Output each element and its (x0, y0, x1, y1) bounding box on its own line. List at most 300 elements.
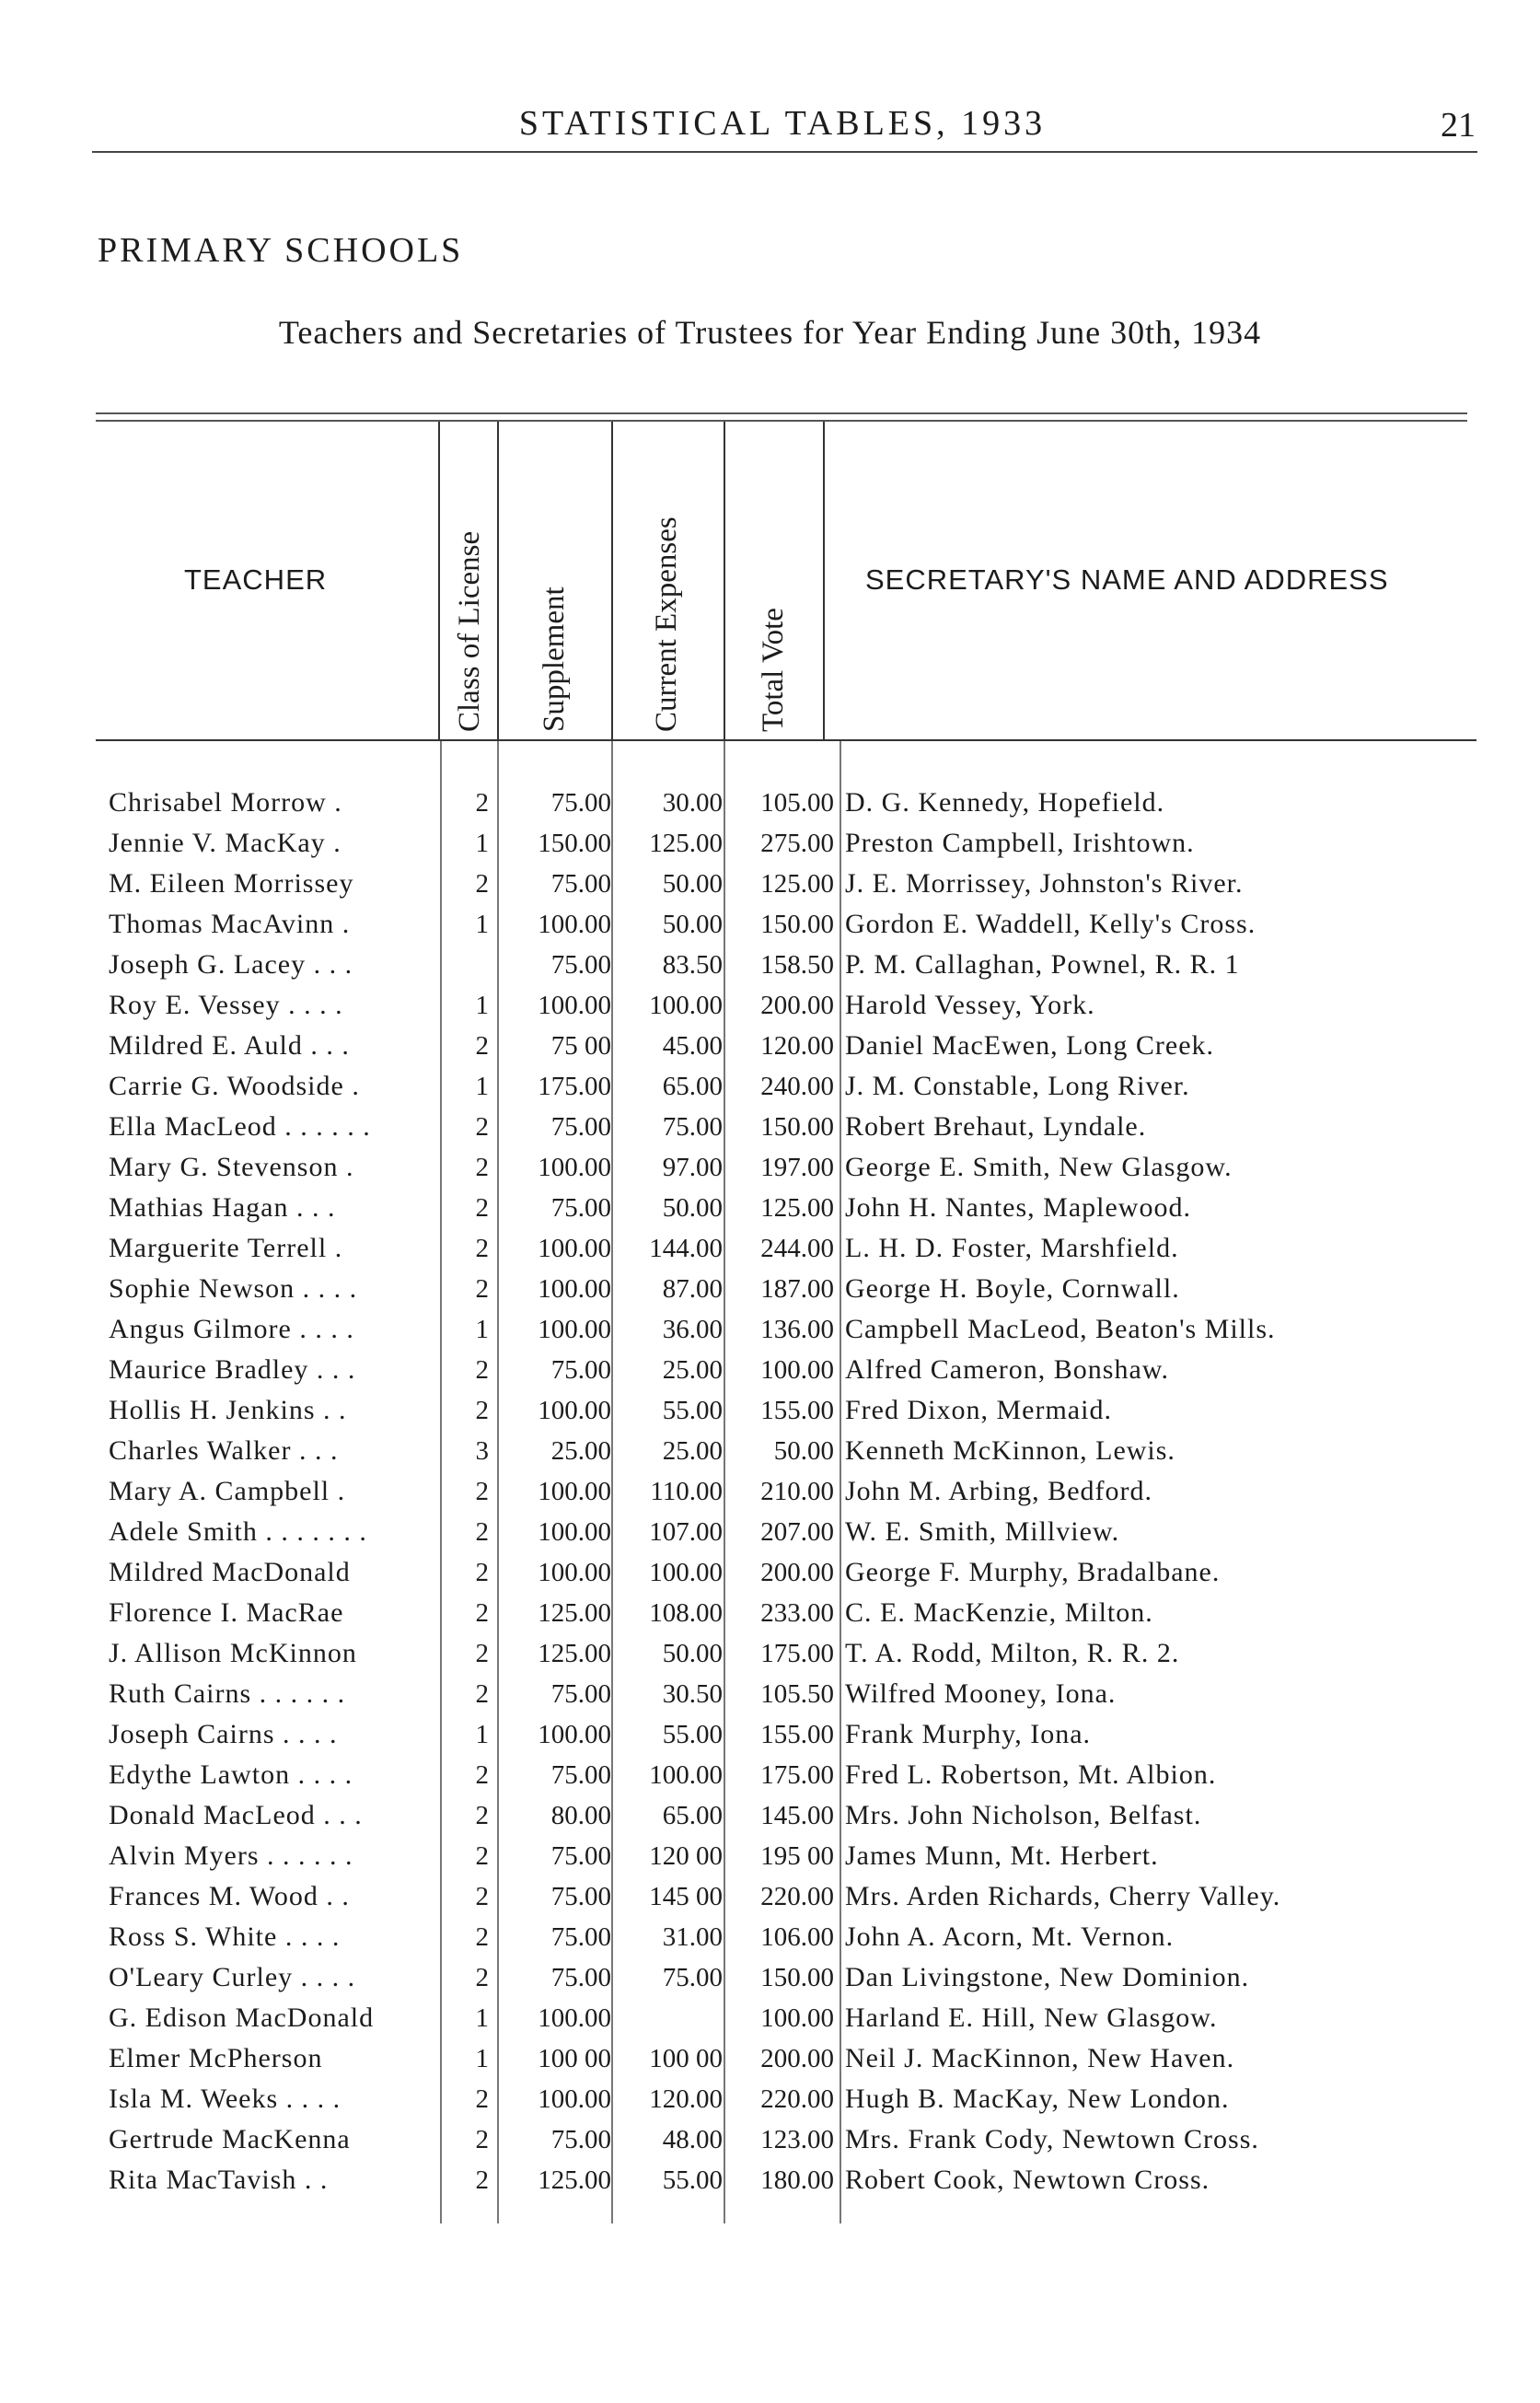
total-vote-amount: 175.00 (760, 1639, 834, 1668)
teacher-name-text: Sophie Newson (109, 1273, 295, 1304)
secretary-name-address: Hugh B. MacKay, New London. (845, 2084, 1230, 2114)
license-class: 2 (475, 1234, 489, 1263)
secretary-name-address: Fred Dixon, Mermaid. (845, 1395, 1112, 1425)
teacher-name-text: Elmer McPherson (109, 2043, 323, 2073)
secretary-name-address: Mrs. Frank Cody, Newtown Cross. (845, 2124, 1259, 2154)
current-expenses-amount: 55.00 (662, 1396, 723, 1425)
teacher-name (109, 1876, 435, 1917)
teacher-name-text: Thomas MacAvinn (109, 909, 335, 939)
total-vote-amount: 200.00 (760, 991, 834, 1020)
secretary-name-address: J. M. Constable, Long River. (845, 1071, 1190, 1101)
supplement-amount: 75.00 (550, 869, 611, 899)
license-class: 2 (475, 1355, 489, 1385)
table-row (0, 1026, 1540, 1066)
teacher-name (109, 1512, 435, 1552)
teacher-name (109, 783, 435, 823)
table-row (0, 1714, 1540, 1755)
total-vote-amount: 125.00 (760, 1193, 834, 1223)
table-row (0, 1309, 1540, 1350)
teacher-name-text: Ross S. White (109, 1921, 278, 1952)
section-title: PRIMARY SCHOOLS (98, 231, 464, 270)
license-class: 2 (475, 1882, 489, 1911)
dot-leader: . . . . . . . (257, 1516, 367, 1547)
table-row (0, 1512, 1540, 1552)
supplement-amount: 75.00 (550, 1112, 611, 1142)
table-row (0, 1107, 1540, 1147)
teacher-name-text: Jennie V. MacKay (109, 828, 326, 858)
teacher-name (109, 1147, 435, 1188)
license-class: 2 (475, 1274, 489, 1304)
dot-leader: . . . (308, 1354, 356, 1385)
secretary-name-address: Harold Vessey, York. (845, 990, 1095, 1020)
total-vote-amount: 207.00 (760, 1517, 834, 1547)
teacher-name (109, 1957, 435, 1998)
current-expenses-amount: 97.00 (662, 1153, 723, 1182)
table-row (0, 2160, 1540, 2200)
column-header-secretary: SECRETARY'S NAME AND ADDRESS (865, 563, 1389, 596)
teacher-name-text: G. Edison MacDonald (109, 2002, 375, 2033)
table-row (0, 783, 1540, 823)
dot-leader: . . . . (295, 1273, 358, 1304)
supplement-amount: 75.00 (550, 1760, 611, 1790)
supplement-amount: 75.00 (550, 1355, 611, 1385)
page-number: 21 (1441, 106, 1476, 145)
current-expenses-amount: 107.00 (649, 1517, 723, 1547)
table-top-rule (96, 420, 1467, 422)
secretary-name-address: D. G. Kennedy, Hopefield. (845, 787, 1165, 818)
secretary-name-address: P. M. Callaghan, Pownel, R. R. 1 (845, 949, 1240, 980)
license-class: 1 (475, 2044, 489, 2073)
table-row (0, 1957, 1540, 1998)
teacher-name-text: Chrisabel Morrow (109, 787, 327, 818)
supplement-amount: 25.00 (550, 1436, 611, 1466)
license-class: 1 (475, 2003, 489, 2033)
table-row (0, 1228, 1540, 1269)
license-class: 2 (475, 2165, 489, 2195)
secretary-name-address: John H. Nantes, Maplewood. (845, 1192, 1191, 1223)
teacher-name (109, 985, 435, 1026)
secretary-name-address: Fred L. Robertson, Mt. Albion. (845, 1759, 1217, 1790)
secretary-name-address: Mrs. John Nicholson, Belfast. (845, 1800, 1202, 1830)
license-class: 2 (475, 1112, 489, 1142)
secretary-name-address: L. H. D. Foster, Marshfield. (845, 1233, 1179, 1263)
total-vote-amount: 158.50 (760, 950, 834, 980)
current-expenses-amount: 110.00 (650, 1477, 723, 1506)
dot-leader: . . . (288, 1192, 336, 1223)
current-expenses-amount: 100.00 (649, 1558, 723, 1587)
current-expenses-amount: 100.00 (649, 991, 723, 1020)
table-row (0, 823, 1540, 864)
column-divider (497, 422, 499, 739)
supplement-amount: 75.00 (550, 1841, 611, 1871)
dot-leader: . (325, 828, 342, 858)
license-class: 1 (475, 1720, 489, 1749)
teacher-name (109, 1350, 435, 1390)
secretary-name-address: George E. Smith, New Glasgow. (845, 1152, 1233, 1182)
table-row (0, 1917, 1540, 1957)
total-vote-amount: 220.00 (760, 2084, 834, 2114)
supplement-amount: 75.00 (550, 950, 611, 980)
total-vote-amount: 123.00 (760, 2125, 834, 2154)
secretary-name-address: George F. Murphy, Bradalbane. (845, 1557, 1221, 1587)
current-expenses-amount: 55.00 (662, 2165, 723, 2195)
dot-leader: . . . . (274, 1719, 338, 1749)
table-row (0, 1431, 1540, 1471)
supplement-amount: 75.00 (550, 1193, 611, 1223)
secretary-name-address: John A. Acorn, Mt. Vernon. (845, 1921, 1175, 1952)
table-row (0, 1593, 1540, 1633)
column-header-class-of-license: Class of License (453, 530, 486, 732)
license-class: 2 (475, 1801, 489, 1830)
teacher-name (109, 1228, 435, 1269)
current-expenses-amount: 65.00 (662, 1801, 723, 1830)
total-vote-amount: 200.00 (760, 1558, 834, 1587)
table-row (0, 1552, 1540, 1593)
total-vote-amount: 125.00 (760, 869, 834, 899)
secretary-name-address: Harland E. Hill, New Glasgow. (845, 2002, 1218, 2033)
license-class: 1 (475, 910, 489, 939)
teacher-name (109, 1431, 435, 1471)
dot-leader: . . (296, 2165, 329, 2195)
teacher-name (109, 1066, 435, 1107)
license-class: 2 (475, 1396, 489, 1425)
secretary-name-address: Neil J. MacKinnon, New Haven. (845, 2043, 1235, 2073)
current-expenses-amount: 144.00 (649, 1234, 723, 1263)
supplement-amount: 100 00 (538, 2044, 611, 2073)
current-expenses-amount: 50.00 (662, 1193, 723, 1223)
table-row (0, 1269, 1540, 1309)
dot-leader: . (326, 787, 342, 818)
license-class: 2 (475, 1517, 489, 1547)
teacher-name (109, 1309, 435, 1350)
current-expenses-amount: 45.00 (662, 1031, 723, 1061)
dot-leader: . . . . . . (251, 1678, 346, 1709)
table-row (0, 985, 1540, 1026)
supplement-amount: 175.00 (538, 1072, 611, 1101)
license-class: 2 (475, 788, 489, 818)
dot-leader: . (327, 1233, 343, 1263)
total-vote-amount: 200.00 (760, 2044, 834, 2073)
teacher-name (109, 864, 435, 904)
license-class: 2 (475, 1598, 489, 1628)
teacher-name-text: Joseph Cairns (109, 1719, 275, 1749)
teacher-name-text: Donald MacLeod (109, 1800, 316, 1830)
teacher-name (109, 823, 435, 864)
license-class: 1 (475, 1315, 489, 1344)
teacher-name-text: Mathias Hagan (109, 1192, 289, 1223)
dot-leader: . . . (302, 1030, 350, 1061)
secretary-name-address: Preston Campbell, Irishtown. (845, 828, 1195, 858)
total-vote-amount: 175.00 (760, 1760, 834, 1790)
supplement-amount: 75.00 (550, 788, 611, 818)
license-class: 2 (475, 1193, 489, 1223)
license-class: 2 (475, 1477, 489, 1506)
table-row (0, 1633, 1540, 1674)
license-class: 1 (475, 991, 489, 1020)
dot-leader: . (343, 1071, 360, 1101)
teacher-name (109, 1471, 435, 1512)
supplement-amount: 80.00 (550, 1801, 611, 1830)
column-header-teacher: TEACHER (184, 563, 328, 596)
total-vote-amount: 100.00 (760, 2003, 834, 2033)
supplement-amount: 75.00 (550, 1679, 611, 1709)
teacher-name (109, 2160, 435, 2200)
current-expenses-amount: 108.00 (649, 1598, 723, 1628)
teacher-name (109, 2119, 435, 2160)
supplement-amount: 125.00 (538, 1639, 611, 1668)
dot-leader: . . . . (291, 1314, 354, 1344)
teacher-name-text: Maurice Bradley (109, 1354, 309, 1385)
dot-leader: . . . . (277, 1921, 341, 1952)
total-vote-amount: 105.50 (760, 1679, 834, 1709)
dot-leader: . . . (291, 1435, 339, 1466)
current-expenses-amount: 100 00 (649, 2044, 723, 2073)
teacher-name (109, 1755, 435, 1795)
teacher-name-text: O'Leary Curley (109, 1962, 294, 1992)
supplement-amount: 100.00 (538, 1517, 611, 1547)
table-row (0, 1876, 1540, 1917)
teacher-name (109, 1107, 435, 1147)
teacher-name-text: Rita MacTavish (109, 2165, 297, 2195)
total-vote-amount: 244.00 (760, 1234, 834, 1263)
table-row (0, 1471, 1540, 1512)
current-expenses-amount: 36.00 (662, 1315, 723, 1344)
total-vote-amount: 106.00 (760, 1922, 834, 1952)
secretary-name-address: J. E. Morrissey, Johnston's River. (845, 868, 1244, 899)
teacher-name-text: Mary G. Stevenson (109, 1152, 339, 1182)
current-expenses-amount: 83.50 (662, 950, 723, 980)
current-expenses-amount: 100.00 (649, 1760, 723, 1790)
secretary-name-address: Frank Murphy, Iona. (845, 1719, 1092, 1749)
column-divider (611, 422, 613, 739)
supplement-amount: 75 00 (550, 1031, 611, 1061)
teacher-name (109, 1390, 435, 1431)
license-class: 1 (475, 829, 489, 858)
supplement-amount: 75.00 (550, 2125, 611, 2154)
header-rule (92, 151, 1477, 153)
table-row (0, 2079, 1540, 2119)
teacher-name-text: Joseph G. Lacey (109, 949, 307, 980)
license-class: 2 (475, 1679, 489, 1709)
total-vote-amount: 145.00 (760, 1801, 834, 1830)
total-vote-amount: 240.00 (760, 1072, 834, 1101)
teacher-name (109, 1026, 435, 1066)
teacher-name (109, 1188, 435, 1228)
total-vote-amount: 197.00 (760, 1153, 834, 1182)
total-vote-amount: 275.00 (760, 829, 834, 858)
license-class: 2 (475, 1558, 489, 1587)
table-row (0, 1998, 1540, 2038)
current-expenses-amount: 87.00 (662, 1274, 723, 1304)
supplement-amount: 75.00 (550, 1963, 611, 1992)
teacher-name (109, 1633, 435, 1674)
secretary-name-address: Wilfred Mooney, Iona. (845, 1678, 1117, 1709)
teacher-name (109, 2038, 435, 2079)
supplement-amount: 100.00 (538, 1720, 611, 1749)
table-row (0, 1836, 1540, 1876)
table-row (0, 2119, 1540, 2160)
teacher-name (109, 1593, 435, 1633)
supplement-amount: 125.00 (538, 2165, 611, 2195)
supplement-amount: 75.00 (550, 1882, 611, 1911)
table-row (0, 945, 1540, 985)
license-class: 2 (475, 869, 489, 899)
teacher-name (109, 945, 435, 985)
total-vote-amount: 180.00 (760, 2165, 834, 2195)
secretary-name-address: W. E. Smith, Millview. (845, 1516, 1120, 1547)
license-class: 2 (475, 1963, 489, 1992)
table-subtitle: Teachers and Secretaries of Trustees for Year Ending June 30th, 1934 (278, 314, 1262, 351)
total-vote-amount: 100.00 (760, 1355, 834, 1385)
total-vote-amount: 150.00 (760, 1112, 834, 1142)
current-expenses-amount: 50.00 (662, 1639, 723, 1668)
dot-leader: . . . (315, 1800, 363, 1830)
teacher-name (109, 904, 435, 945)
column-divider (823, 422, 825, 739)
license-class: 3 (475, 1436, 489, 1466)
secretary-name-address: Robert Cook, Newtown Cross. (845, 2165, 1210, 2195)
teacher-name (109, 1998, 435, 2038)
dot-leader: . (330, 1476, 346, 1506)
current-expenses-amount: 30.50 (662, 1679, 723, 1709)
teacher-name (109, 1917, 435, 1957)
secretary-name-address: James Munn, Mt. Herbert. (845, 1840, 1159, 1871)
secretary-name-address: Kenneth McKinnon, Lewis. (845, 1435, 1175, 1466)
teacher-name-text: Alvin Myers (109, 1840, 260, 1871)
total-vote-amount: 210.00 (760, 1477, 834, 1506)
teacher-name-text: Roy E. Vessey (109, 990, 281, 1020)
column-divider (438, 422, 440, 739)
teacher-name (109, 1836, 435, 1876)
secretary-name-address: Alfred Cameron, Bonshaw. (845, 1354, 1169, 1385)
total-vote-amount: 150.00 (760, 910, 834, 939)
total-vote-amount: 195 00 (760, 1841, 834, 1871)
table-top-rule (96, 412, 1467, 414)
dot-leader: . . . . (290, 1759, 353, 1790)
current-expenses-amount: 65.00 (662, 1072, 723, 1101)
table-row (0, 904, 1540, 945)
teacher-name-text: Mildred E. Auld (109, 1030, 303, 1061)
teacher-name-text: Angus Gilmore (109, 1314, 292, 1344)
teacher-name-text: Mildred MacDonald (109, 1557, 351, 1587)
current-expenses-amount: 31.00 (662, 1922, 723, 1952)
teacher-name-text: Edythe Lawton (109, 1759, 291, 1790)
teacher-name-text: Frances M. Wood (109, 1881, 318, 1911)
table-row (0, 1147, 1540, 1188)
secretary-name-address: George H. Boyle, Cornwall. (845, 1273, 1180, 1304)
teacher-name-text: Isla M. Weeks (109, 2084, 279, 2114)
total-vote-amount: 120.00 (760, 1031, 834, 1061)
teacher-name-text: M. Eileen Morrissey (109, 868, 354, 899)
supplement-amount: 100.00 (538, 1558, 611, 1587)
dot-leader: . . (318, 1881, 350, 1911)
secretary-name-address: Robert Brehaut, Lyndale. (845, 1111, 1147, 1142)
total-vote-amount: 187.00 (760, 1274, 834, 1304)
license-class: 2 (475, 1639, 489, 1668)
teacher-name-text: Gertrude MacKenna (109, 2124, 351, 2154)
supplement-amount: 100.00 (538, 2084, 611, 2114)
supplement-amount: 100.00 (538, 1153, 611, 1182)
supplement-amount: 100.00 (538, 910, 611, 939)
table-row (0, 1188, 1540, 1228)
table-row (0, 2038, 1540, 2079)
license-class: 2 (475, 2084, 489, 2114)
current-expenses-amount: 55.00 (662, 1720, 723, 1749)
secretary-name-address: Gordon E. Waddell, Kelly's Cross. (845, 909, 1256, 939)
supplement-amount: 100.00 (538, 1315, 611, 1344)
license-class: 2 (475, 1922, 489, 1952)
table-row (0, 1390, 1540, 1431)
teacher-name-text: Mary A. Campbell (109, 1476, 330, 1506)
current-expenses-amount: 48.00 (662, 2125, 723, 2154)
dot-leader: . . . . . . (276, 1111, 371, 1142)
supplement-amount: 100.00 (538, 1274, 611, 1304)
current-expenses-amount: 75.00 (662, 1963, 723, 1992)
license-class: 2 (475, 1760, 489, 1790)
secretary-name-address: Dan Livingstone, New Dominion. (845, 1962, 1250, 1992)
table-row (0, 1674, 1540, 1714)
dot-leader: . . . . (280, 990, 343, 1020)
supplement-amount: 100.00 (538, 991, 611, 1020)
current-expenses-amount: 120 00 (649, 1841, 723, 1871)
total-vote-amount: 136.00 (760, 1315, 834, 1344)
teacher-name-text: Ruth Cairns (109, 1678, 252, 1709)
table-row (0, 1066, 1540, 1107)
dot-leader: . . (315, 1395, 347, 1425)
running-title: STATISTICAL TABLES, 1933 (518, 104, 1047, 143)
teacher-name (109, 1795, 435, 1836)
supplement-amount: 100.00 (538, 2003, 611, 2033)
column-header-current-expenses: Current Expenses (650, 517, 683, 732)
teacher-name-text: Charles Walker (109, 1435, 292, 1466)
teacher-name-text: Adele Smith (109, 1516, 258, 1547)
dot-leader: . (338, 1152, 354, 1182)
current-expenses-amount: 50.00 (662, 910, 723, 939)
total-vote-amount: 155.00 (760, 1720, 834, 1749)
supplement-amount: 100.00 (538, 1396, 611, 1425)
total-vote-amount: 150.00 (760, 1963, 834, 1992)
column-header-total-vote: Total Vote (757, 608, 790, 732)
total-vote-amount: 220.00 (760, 1882, 834, 1911)
total-vote-amount: 233.00 (760, 1598, 834, 1628)
supplement-amount: 100.00 (538, 1477, 611, 1506)
teacher-name (109, 2079, 435, 2119)
teacher-name-text: Hollis H. Jenkins (109, 1395, 316, 1425)
total-vote-amount: 155.00 (760, 1396, 834, 1425)
license-class: 2 (475, 1841, 489, 1871)
table-row (0, 1755, 1540, 1795)
teacher-name-text: Florence I. MacRae (109, 1597, 344, 1628)
total-vote-amount: 105.00 (760, 788, 834, 818)
teacher-name-text: Ella MacLeod (109, 1111, 277, 1142)
secretary-name-address: Daniel MacEwen, Long Creek. (845, 1030, 1215, 1061)
current-expenses-amount: 75.00 (662, 1112, 723, 1142)
current-expenses-amount: 145 00 (649, 1882, 723, 1911)
teacher-name (109, 1269, 435, 1309)
dot-leader: . . . . . . (259, 1840, 353, 1871)
license-class: 2 (475, 1031, 489, 1061)
dot-leader: . . . . (293, 1962, 356, 1992)
dot-leader: . . . . (278, 2084, 342, 2114)
teacher-name (109, 1552, 435, 1593)
current-expenses-amount: 50.00 (662, 869, 723, 899)
secretary-name-address: Campbell MacLeod, Beaton's Mills. (845, 1314, 1276, 1344)
total-vote-amount: 50.00 (773, 1436, 834, 1466)
teacher-name (109, 1674, 435, 1714)
current-expenses-amount: 25.00 (662, 1436, 723, 1466)
column-header-supplement: Supplement (538, 586, 571, 732)
table-row (0, 1795, 1540, 1836)
